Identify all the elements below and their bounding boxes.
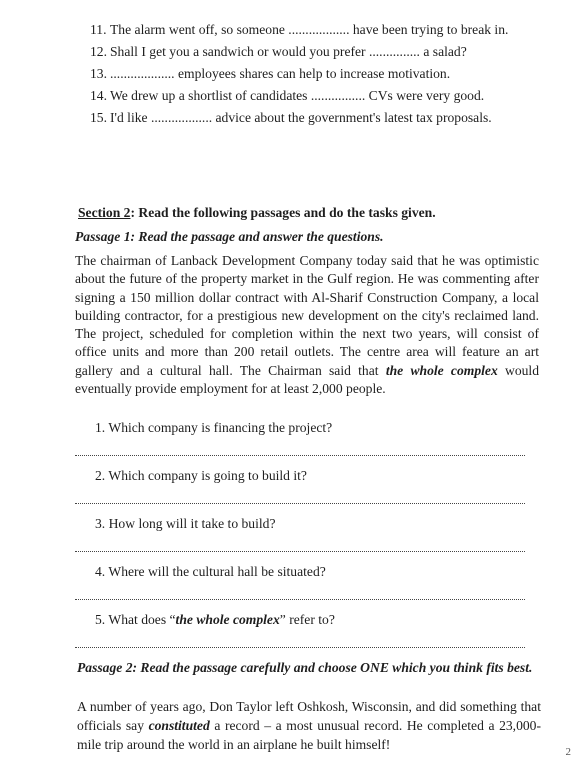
exercise-text: Shall I get you a sandwich or would you prefer ............... a salad? [110, 44, 467, 59]
answer-line[interactable] [75, 639, 525, 648]
passage-1-heading: Passage 1: Read the passage and answer the questions. [75, 229, 384, 244]
question-number: 1. [95, 420, 106, 435]
passage-2-text-after: a record – a most unusual record. He completed a 23,000-mile trip around the world in an airplane he built himself! [77, 718, 541, 752]
passage-2-text-before: A number of years ago, Don Taylor left Oshkosh, Wisconsin, and did something that officials say [77, 699, 541, 733]
question-1 [75, 418, 539, 466]
exercise-number: 13. [90, 66, 107, 81]
question-text: How long will it take to build? [108, 516, 276, 531]
question-3 [75, 514, 539, 562]
section-instruction: : Read the following passages and do the tasks given. [130, 205, 436, 220]
section-label: Section 2 [78, 205, 131, 220]
exercise-text: ................... employees shares can help to increase motivation. [110, 66, 451, 81]
question-number: 4. [95, 564, 106, 579]
exercise-text: The alarm went off, so someone .................. have been trying to break in. [110, 22, 509, 37]
exercise-text: We drew up a shortlist of candidates ................ CVs were very good. [110, 88, 485, 103]
question-list [75, 418, 539, 658]
question-text-post: ” refer to? [279, 612, 335, 627]
question-text: Where will the cultural hall be situated? [108, 564, 326, 579]
exercise-item-12 [90, 42, 540, 61]
passage-1-emphasis: the whole complex [385, 362, 498, 378]
answer-line[interactable] [75, 591, 525, 600]
answer-line[interactable] [75, 543, 525, 552]
question-2 [75, 466, 539, 514]
section-2-heading [78, 203, 436, 222]
exercise-number: 14. [90, 88, 107, 103]
exercise-item-14 [90, 86, 540, 105]
question-emphasis: the whole complex [175, 612, 280, 627]
passage-2-heading: Passage 2: Read the passage carefully and choose ONE which you think fits best. [77, 660, 533, 675]
question-text-pre: What does “ [108, 612, 176, 627]
question-4 [75, 562, 539, 610]
passage-1-text-before: The chairman of Lanback Development Company today said that he was optimistic about the future of the property market in the Gulf region. He was commenting after signing a 150 million dollar contract with Al-Sharif Construction Company, a local building contractor, for a prestigious new development on the city's reclaimed land. The project, scheduled for completion within the next two years, will consist of office units and more than 200 retail outlets. The centre area will feature an art gallery and a cultural hall. The Chairman said that [75, 253, 539, 378]
passage-1-text [75, 252, 539, 398]
question-5 [75, 610, 539, 658]
passage-1-text-after: would eventually provide employment for at least 2,000 people. [75, 362, 539, 397]
exercise-item-11 [90, 20, 540, 39]
page-number: 2 [565, 746, 571, 758]
answer-line[interactable] [75, 495, 525, 504]
question-text: Which company is going to build it? [108, 468, 307, 483]
exercise-text: I'd like .................. advice about the government's latest tax proposals. [110, 110, 492, 125]
passage-2-emphasis: constituted [148, 718, 210, 733]
exercise-number: 11. [90, 22, 107, 37]
question-number: 5. [95, 612, 106, 627]
answer-line[interactable] [75, 447, 525, 456]
exercise-number: 12. [90, 44, 107, 59]
exercise-item-13 [90, 64, 540, 83]
passage-2-text [77, 697, 541, 754]
question-text: Which company is financing the project? [108, 420, 333, 435]
question-number: 3. [95, 516, 106, 531]
question-number: 2. [95, 468, 106, 483]
exercise-item-15 [90, 108, 540, 127]
exercise-list [90, 20, 540, 130]
exercise-number: 15. [90, 110, 107, 125]
